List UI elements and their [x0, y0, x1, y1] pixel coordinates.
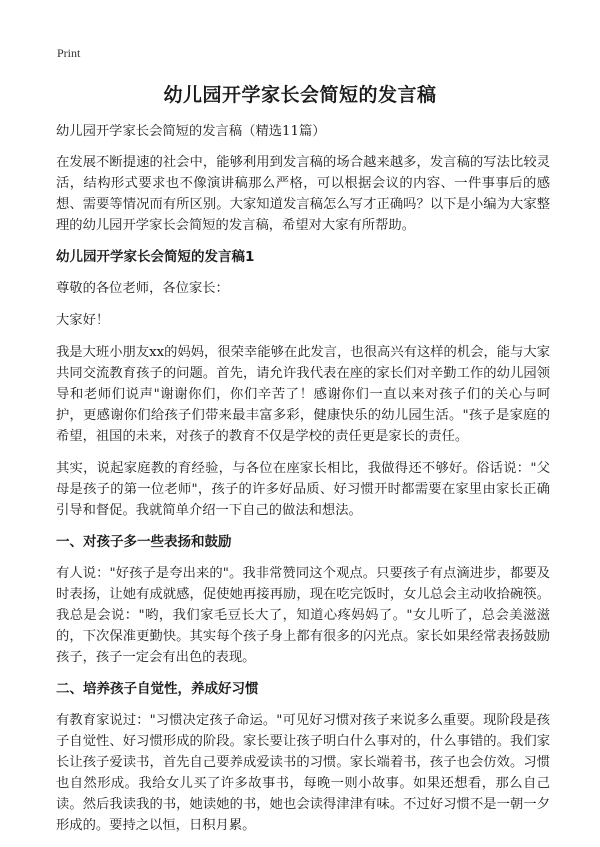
body-paragraph-2: 其实，说起家庭教的育经验，与各位在座家长相比，我做得还不够好。俗话说："父母是孩子的第一位老师"，孩子的许多好品质、好习惯开时都需要在家里由家长正确引导和督促。我就简单介绍一下自己的做法和想法。	[56, 461, 550, 518]
section-heading-1: 幼儿园开学家长会简短的发言稿1	[56, 249, 255, 265]
print-link[interactable]: Print	[57, 46, 81, 60]
document-body	[56, 121, 550, 847]
greeting-hello: 大家好！	[56, 313, 110, 328]
document-subtitle: 幼儿园开学家长会简短的发言稿（精选11篇）	[56, 124, 326, 139]
body-paragraph-4: 有教育家说过："习惯决定孩子命运。"可见好习惯对孩子来说多么重要。现阶段是孩子自觉性、好习惯形成的阶段。家长要让孩子明白什么事对的，什么事错的。我们家长让孩子爱读书，首先自己要养成爱读书的习惯。家长端着书，孩子也会仿效。习惯也自然形成。我给女儿买了许多故事书，每晚一则小故事。如果还想看，那么自己读。然后我读我的书，她读她的书，她也会读得津津有味。不过好习惯不是一朝一夕形成的。要持之以恒，日积月累。	[56, 713, 550, 833]
greeting-line: 尊敬的各位老师，各位家长：	[56, 281, 229, 296]
intro-paragraph: 在发展不断提速的社会中，能够利用到发言稿的场合越来越多，发言稿的写法比较灵活，结构形式要求也不像演讲稿那么严格，可以根据会议的内容、一件事事后的感想、需要等情况而有所区别。大家知道发言稿怎么写才正确吗？以下是小编为大家整理的幼儿园开学家长会简短的发言稿，希望对大家有所帮助。	[56, 155, 550, 233]
body-paragraph-3: 有人说："好孩子是夸出来的"。我非常赞同这个观点。只要孩子有点滴进步，都要及时表扬，让她有成就感，促使她再接再励，现在吃完饭时，女儿总会主动收拾碗筷。我总是会说："哟，我们家毛豆长大了，知道心疼妈妈了。"女儿听了，总会美滋滋的，下次保准更勤快。其实每个孩子身上都有很多的闪光点。家长如果经常表扬鼓励孩子，孩子一定会有出色的表现。	[56, 566, 550, 665]
subheading-habits: 二、培养孩子自觉性，养成好习惯	[56, 681, 259, 697]
subheading-praise: 一、对孩子多一些表扬和鼓励	[56, 534, 232, 550]
page-title: 幼儿园开学家长会简短的发言稿	[163, 84, 437, 106]
body-paragraph-1: 我是大班小朋友xx的妈妈，很荣幸能够在此发言，也很高兴有这样的机会，能与大家共同交流教育孩子的问题。首先，请允许我代表在座的家长们对辛勤工作的幼儿园领导和老师们说声"谢谢你们，你们辛苦了！感谢你们一直以来对孩子们的关心与呵护，更感谢你们给孩子们带来最丰富多彩，健康快乐的幼儿园生活。"孩子是家庭的希望，祖国的未来，对孩子的教育不仅是学校的责任更是家长的责任。	[56, 345, 550, 444]
